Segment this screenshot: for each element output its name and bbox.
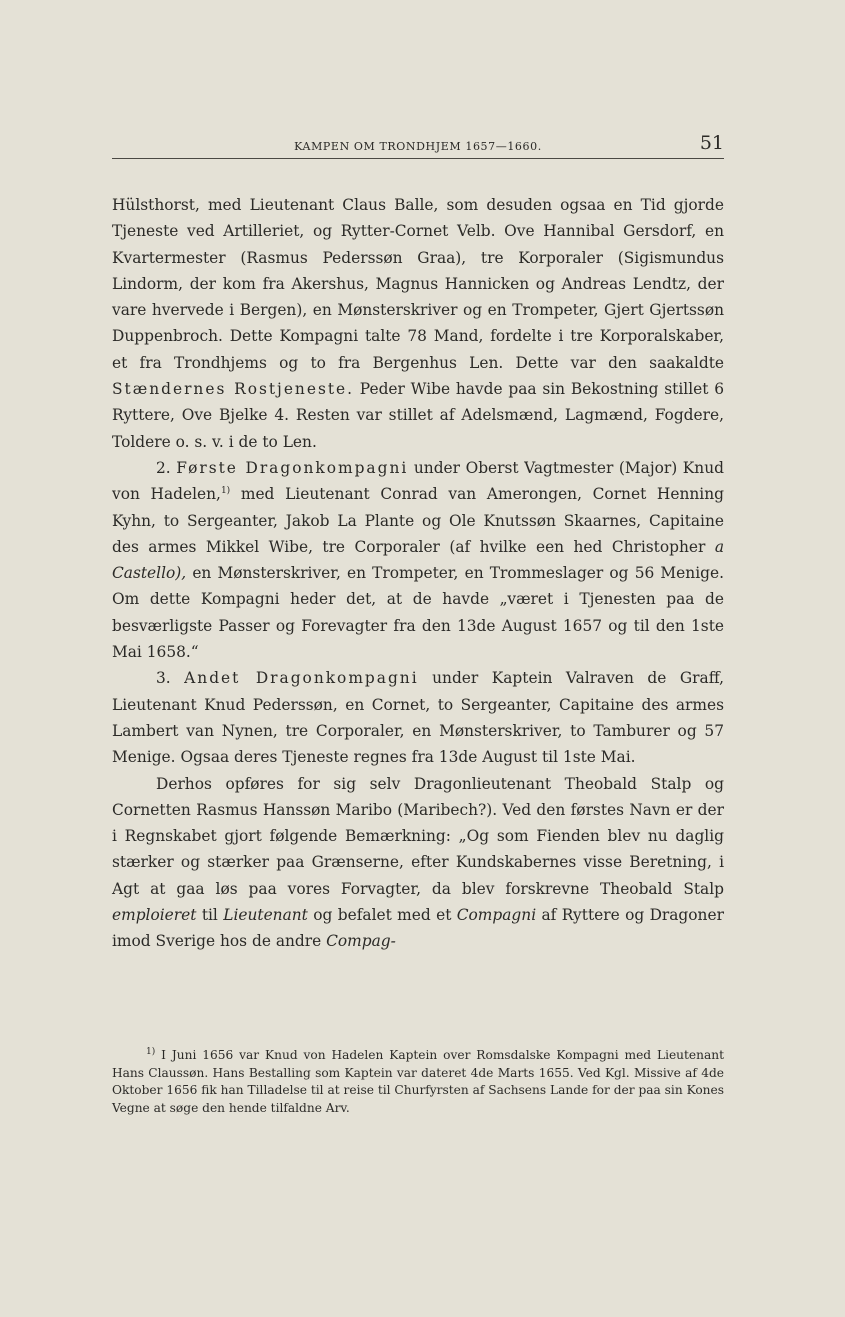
spaced-emphasis: Andet Dragonkompagni bbox=[184, 669, 419, 688]
item-number: 2. bbox=[156, 458, 171, 477]
paragraph-1 bbox=[112, 192, 724, 455]
italic-text: Compagni bbox=[456, 906, 537, 925]
italic-text: a Castello), bbox=[112, 537, 724, 583]
paragraph-text: af Ryttere og Dragoner imod Sverige hos de andre bbox=[112, 906, 724, 951]
paragraph-text: til bbox=[201, 906, 218, 925]
item-number: 3. bbox=[156, 669, 171, 688]
paragraph-text: under Kaptein Valraven de Graff, Lieutenant Knud Pederssøn, en Cornet, to Sergeanter, Capitaine des armes Lambert van Nynen, tre Corporaler, en Mønsterskriver, to Tamburer og 57 Menige. Ogsaa deres Tjeneste regnes fra 13de August til 1ste Mai. bbox=[112, 669, 724, 767]
footnote-area bbox=[112, 1047, 724, 1117]
paragraph-4 bbox=[112, 771, 724, 955]
paragraph-2 bbox=[112, 455, 724, 665]
paragraph-text: Derhos opføres for sig selv Dragonlieutenant Theobald Stalp og Cornetten Rasmus Hanssøn Maribo (Maribech?). Ved den førstes Navn er der i Regnskabet gjort følgende Bemærkning: „Og som Fienden blev nu daglig stærker og stærker paa Grænserne, efter Kundskabernes visse Beretning, i Agt at gaa løs paa vores Forvagter, da blev forskrevne Theobald Stalp bbox=[112, 774, 724, 898]
paragraph-text: en Mønsterskriver, en Trompeter, en Trommeslager og 56 Menige. Om dette Kompagni heder det, at de havde „været i Tjenesten paa de besværligste Passer og Forevagter fra den 13de August 1657 og til den 1ste Mai 1658.“ bbox=[112, 564, 724, 662]
footnote-reference: 1) bbox=[220, 486, 231, 497]
footnote-marker: 1) bbox=[146, 1046, 156, 1057]
paragraph-text: Hülsthorst, med Lieutenant Claus Balle, som desuden ogsaa en Tid gjorde Tjeneste ved Artilleriet, og Rytter-Cornet Velb. Ove Hannibal Gersdorf, en Kvartermester (Rasmus Pederssøn Graa), tre Korporaler (Sigismundus Lindorm, der kom fra Akershus, Magnus Hannicken og Andreas Lendtz, der vare hvervede i Bergen), en Mønsterskriver og en Trompeter, Gjert Gjertssøn Duppenbroch. Dette Kompagni talte 78 Mand, fordelte i tre Korporalskaber, et fra Trondhjems og to fra Bergenhus Len. Dette var den saakaldte bbox=[112, 196, 724, 372]
italic-text: Lieutenant bbox=[223, 906, 308, 925]
spaced-emphasis: Første Dragonkompagni bbox=[176, 458, 409, 477]
footnote-text: I Juni 1656 var Knud von Hadelen Kaptein over Romsdalske Kompagni med Lieutenant Hans Claussøn. Hans Bestalling som Kaptein var dateret 4de Marts 1655. Ved Kgl. Missive af 4de Oktober 1656 fik han Tilladelse til at reise til Churfyrsten af Sachsens Lande for der paa sin Kones Vegne at søge den hende tilfaldne Arv. bbox=[112, 1048, 725, 1115]
paragraph-3 bbox=[112, 665, 724, 770]
paragraph-text: Peder Wibe havde paa sin Bekostning stillet 6 Ryttere, Ove Bjelke 4. Resten var stillet af Adelsmænd, Lagmænd, Fogdere, Toldere o. s. v. i de to Len. bbox=[112, 380, 724, 451]
paragraph-text: og befalet med et bbox=[313, 906, 452, 925]
spaced-emphasis: Stændernes Rostjeneste. bbox=[112, 380, 355, 399]
italic-text: Compag- bbox=[326, 932, 396, 951]
paragraph-text: med Lieutenant Conrad van Amerongen, Cornet Henning Kyhn, to Sergeanter, Jakob La Plante og Ole Knutssøn Skaarnes, Capitaine des armes Mikkel Wibe, tre Corporaler (af hvilke een hed Christopher bbox=[112, 485, 724, 556]
italic-text: emploieret bbox=[112, 906, 197, 925]
paragraph-text: under Oberst Vagtmester (Major) Knud von Hadelen, bbox=[112, 458, 724, 504]
header-rule bbox=[112, 158, 724, 159]
footnote-1 bbox=[112, 1047, 724, 1117]
main-text bbox=[112, 192, 724, 955]
page-number: 51 bbox=[699, 132, 724, 154]
running-title: KAMPEN OM TRONDHJEM 1657—1660. bbox=[294, 140, 542, 153]
